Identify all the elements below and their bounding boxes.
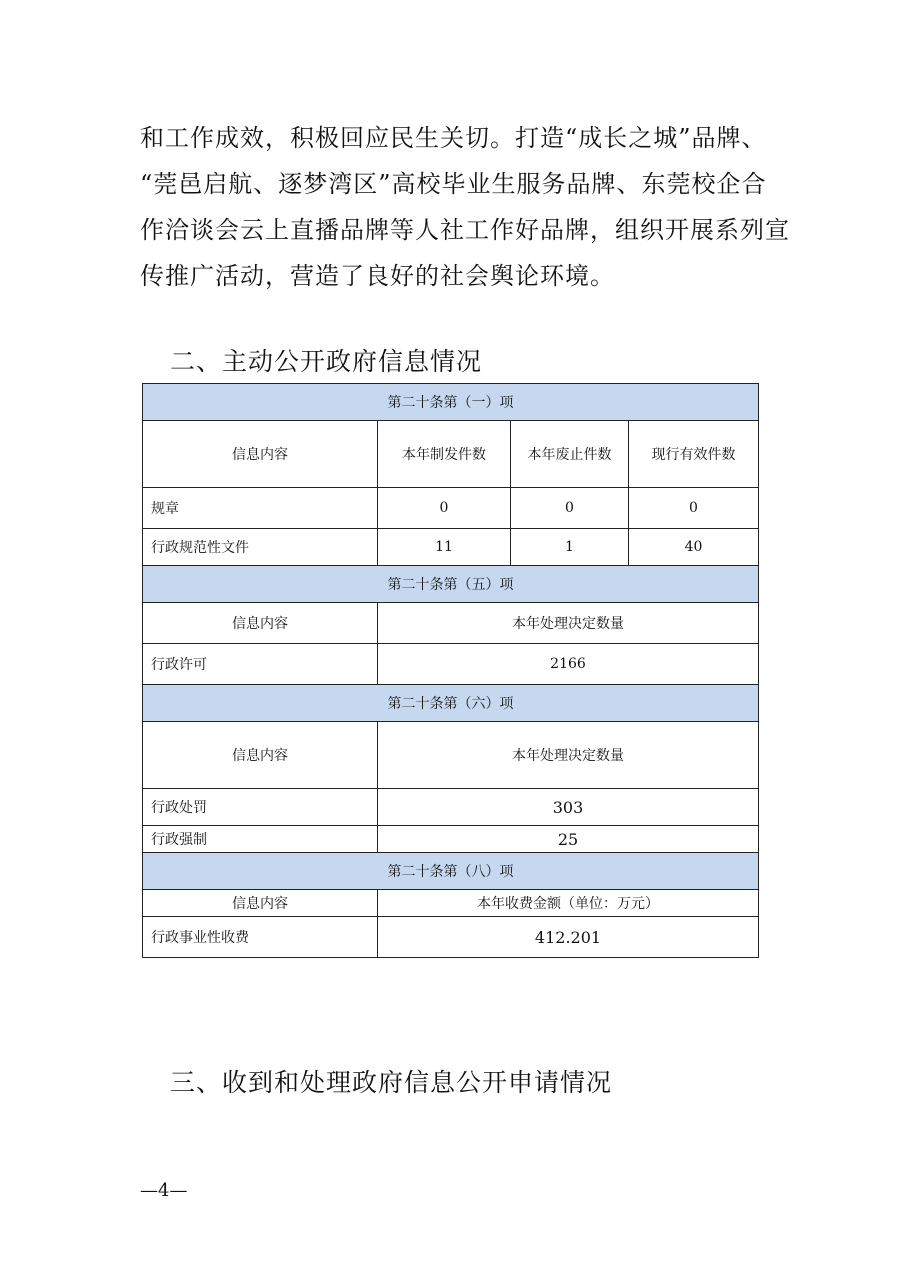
column-header: 现行有效件数 [629,421,759,488]
table-header-row [143,421,759,488]
cell-value: 0 [629,488,759,529]
column-header: 信息内容 [143,722,378,789]
cell-value: 0 [511,488,629,529]
column-header: 本年处理决定数量 [378,603,759,644]
column-header: 信息内容 [143,421,378,488]
cell-value: 412.201 [378,917,759,958]
table-header-row [143,722,759,789]
row-label: 行政规范性文件 [143,529,378,566]
cell-value: 0 [378,488,511,529]
art6-title: 第二十条第（六）项 [143,685,759,722]
cell-value: 1 [511,529,629,566]
paragraph-line: 传推广活动，营造了良好的社会舆论环境。 [140,262,615,290]
art5-title: 第二十条第（五）项 [143,566,759,603]
table-header-row [143,603,759,644]
table-section-header [143,853,759,890]
row-label: 行政事业性收费 [143,917,378,958]
column-header: 信息内容 [143,890,378,917]
disclosure-table [142,383,759,958]
table-row [143,529,759,566]
column-header: 本年处理决定数量 [378,722,759,789]
column-header: 本年制发件数 [378,421,511,488]
table-row [143,826,759,853]
paragraph-line: 作洽谈会云上直播品牌等人社工作好品牌，组织开展系列宣 [140,216,790,244]
cell-value: 2166 [378,644,759,685]
section-2-heading: 二、主动公开政府信息情况 [170,347,483,376]
paragraph-line: 和工作成效，积极回应民生关切。打造“成长之城”品牌、 [140,124,767,152]
table-section-header [143,566,759,603]
column-header: 本年收费金额（单位：万元） [378,890,759,917]
table-row [143,789,759,826]
cell-value: 11 [378,529,511,566]
art8-title: 第二十条第（八）项 [143,853,759,890]
row-label: 规章 [143,488,378,529]
table-row [143,644,759,685]
body-paragraph [140,115,790,299]
table-row [143,917,759,958]
art1-title: 第二十条第（一）项 [143,384,759,421]
page-number: —4— [140,1180,188,1201]
table-section-header [143,384,759,421]
table-row [143,488,759,529]
row-label: 行政许可 [143,644,378,685]
column-header: 本年废止件数 [511,421,629,488]
table-section-header [143,685,759,722]
row-label: 行政处罚 [143,789,378,826]
cell-value: 40 [629,529,759,566]
column-header: 信息内容 [143,603,378,644]
row-label: 行政强制 [143,826,378,853]
cell-value: 25 [378,826,759,853]
cell-value: 303 [378,789,759,826]
paragraph-line: “莞邑启航、逐梦湾区”高校毕业生服务品牌、东莞校企合 [140,170,767,198]
table-header-row [143,890,759,917]
section-3-heading: 三、收到和处理政府信息公开申请情况 [170,1068,613,1097]
